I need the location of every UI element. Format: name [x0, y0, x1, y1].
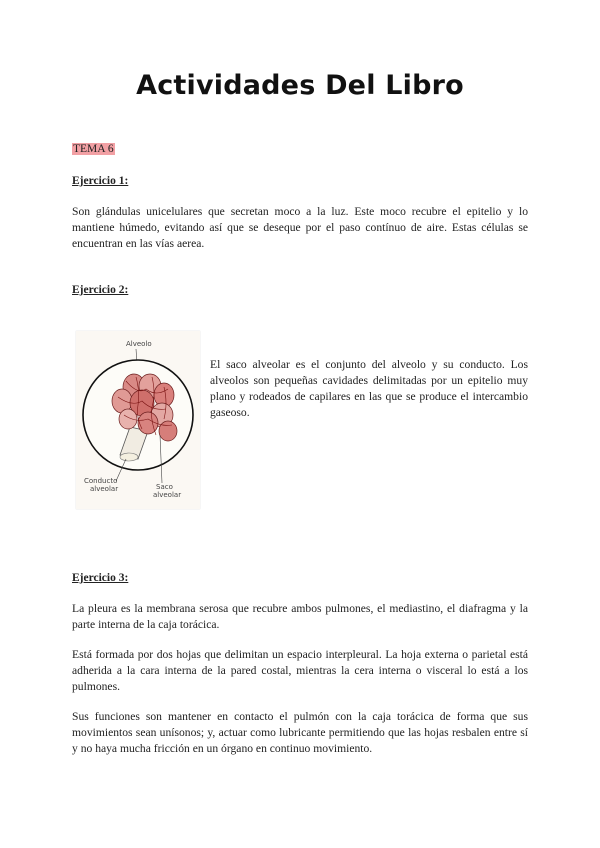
exercise-1-heading: Ejercicio 1:: [72, 175, 129, 187]
page-title: Actividades Del Libro: [136, 70, 464, 101]
topic-label: TEMA 6: [73, 143, 114, 155]
diagram-label-conducto-1: Conducto: [84, 477, 118, 485]
exercise-2-heading: Ejercicio 2:: [72, 284, 129, 296]
exercise-2-text: El saco alveolar es el conjunto del alveolo y su conducto. Los alveolos son pequeñas cavidades delimitadas por un epitelio muy plano y rodeados de capilares en las que se produce el intercambio gaseoso.: [210, 358, 528, 419]
diagram-label-saco-2: alveolar: [153, 491, 182, 499]
exercise-3-paragraph-1: La pleura es la membrana serosa que recubre ambos pulmones, el mediastino, el diafragma y la parte interna de la caja torácica.: [72, 602, 528, 631]
exercise-3-paragraph-2: Está formada por dos hojas que delimitan un espacio interpleural. La hoja externa o parietal está adherida a la cara interna de la pared costal, mientras la cera interna o visceral lo está a los pulmones.: [72, 648, 528, 693]
exercise-1-text: Son glándulas unicelulares que secretan moco a la luz. Este moco recubre el epitelio y lo mantiene húmedo, evitando así que se deseque por el paso contínuo de aire. Estas células se encuentran en las vías aerea.: [72, 205, 528, 250]
diagram-label-alveolo: Alveolo: [126, 340, 152, 348]
alveolus-diagram: [76, 331, 200, 509]
exercise-3-heading: Ejercicio 3:: [72, 572, 129, 584]
diagram-label-conducto-2: alveolar: [90, 485, 119, 493]
diagram-label-saco-1: Saco: [156, 483, 173, 491]
exercise-3-paragraph-3: Sus funciones son mantener en contacto el pulmón con la caja torácica de forma que sus movimientos sean unísonos; y, actuar como lubricante permitiendo que las hojas resbalen entre sí y no haya mucha fricción en un órgano en continuo movimiento.: [72, 710, 528, 755]
